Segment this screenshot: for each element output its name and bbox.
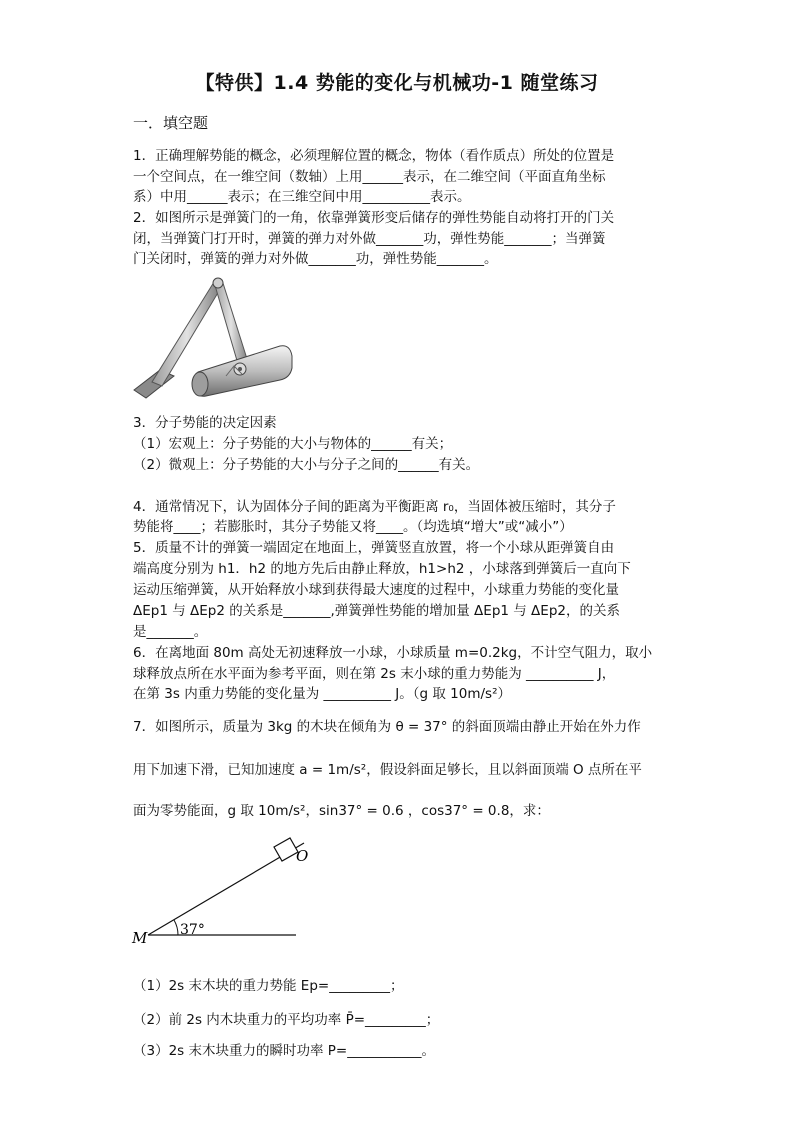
q5-line-2: 端高度分别为 h1．h2 的地方先后由静止释放，h1>h2 ，小球落到弹簧后一直向下 [133,561,631,577]
q5-line-1: 5．质量不计的弹簧一端固定在地面上，弹簧竖直放置，将一个小球从距弹簧自由 [133,540,615,556]
q3-line-1: 3．分子势能的决定因素 [133,415,277,431]
q6-line-3: 在第 3s 内重力势能的变化量为 __________ J。（g 取 10m/s²） [133,686,511,702]
q6-line-1: 6．在离地面 80m 高处无初速释放一小球，小球质量 m=0.2kg，不计空气阻力，取小 [133,645,653,661]
section-heading: 一．填空题 [133,114,209,132]
q4-line-2: 势能将____；若膨胀时，其分子势能又将____。（均选填“增大”或“减小”） [133,519,573,535]
q2-line-3: 门关闭时，弹簧的弹力对外做_______功，弹性势能_______。 [133,251,498,267]
point-m-label: M [132,929,148,947]
q1-line-1: 1．正确理解势能的概念，必须理解位置的概念，物体（看作质点）所处的位置是 [133,148,615,164]
q7-sub-1: （1）2s 末木块的重力势能 Ep=_________； [133,978,404,994]
q7-line-2: 用下加速下滑，已知加速度 a = 1m/s²，假设斜面足够长，且以斜面顶端 O 点所在平 [133,762,642,778]
q4-line-1: 4．通常情况下，认为固体分子间的距离为平衡距离 r₀，当固体被压缩时，其分子 [133,499,616,515]
door-closer-image [130,272,300,402]
page-title: 【特供】1.4 势能的变化与机械功-1 随堂练习 [195,72,599,94]
q1-line-3: 系）中用______表示；在三维空间中用__________表示。 [133,189,471,205]
q7-line-1: 7．如图所示，质量为 3kg 的木块在倾角为 θ = 37° 的斜面顶端由静止开始在外力作 [133,719,641,735]
q6-line-2: 球释放点所在水平面为参考平面，则在第 2s 末小球的重力势能为 __________ J， [133,666,616,682]
q2-line-2: 闭，当弹簧门打开时，弹簧的弹力对外做_______功，弹性势能_______；当弹簧 [133,231,606,247]
incline-figure [130,835,320,947]
angle-label: 37° [180,922,205,938]
q7-sub-2: （2）前 2s 内木块重力的平均功率 P̄=_________； [133,1012,440,1028]
q5-line-3: 运动压缩弹簧，从开始释放小球到获得最大速度的过程中，小球重力势能的变化量 [133,582,619,598]
q1-line-2: 一个空间点，在一维空间（数轴）上用______表示，在二维空间（平面直角坐标 [133,169,606,185]
point-o-label: O [296,847,309,865]
q5-line-5: 是_______。 [133,624,208,640]
q7-sub-3: （3）2s 末木块重力的瞬时功率 P=___________。 [133,1043,435,1059]
q5-line-4: ΔEp1 与 ΔEp2 的关系是_______,弹簧弹性势能的增加量 ΔEp1 与 ΔEp2，的关系 [133,603,620,619]
q7-line-3: 面为零势能面，g 取 10m/s²，sin37° = 0.6 ，cos37° = 0.8，求： [133,803,550,819]
q3-line-3: （2）微观上：分子势能的大小与分子之间的______有关。 [133,457,480,473]
q2-line-1: 2．如图所示是弹簧门的一角，依靠弹簧形变后储存的弹性势能自动将打开的门关 [133,210,615,226]
q3-line-2: （1）宏观上：分子势能的大小与物体的______有关； [133,436,453,452]
